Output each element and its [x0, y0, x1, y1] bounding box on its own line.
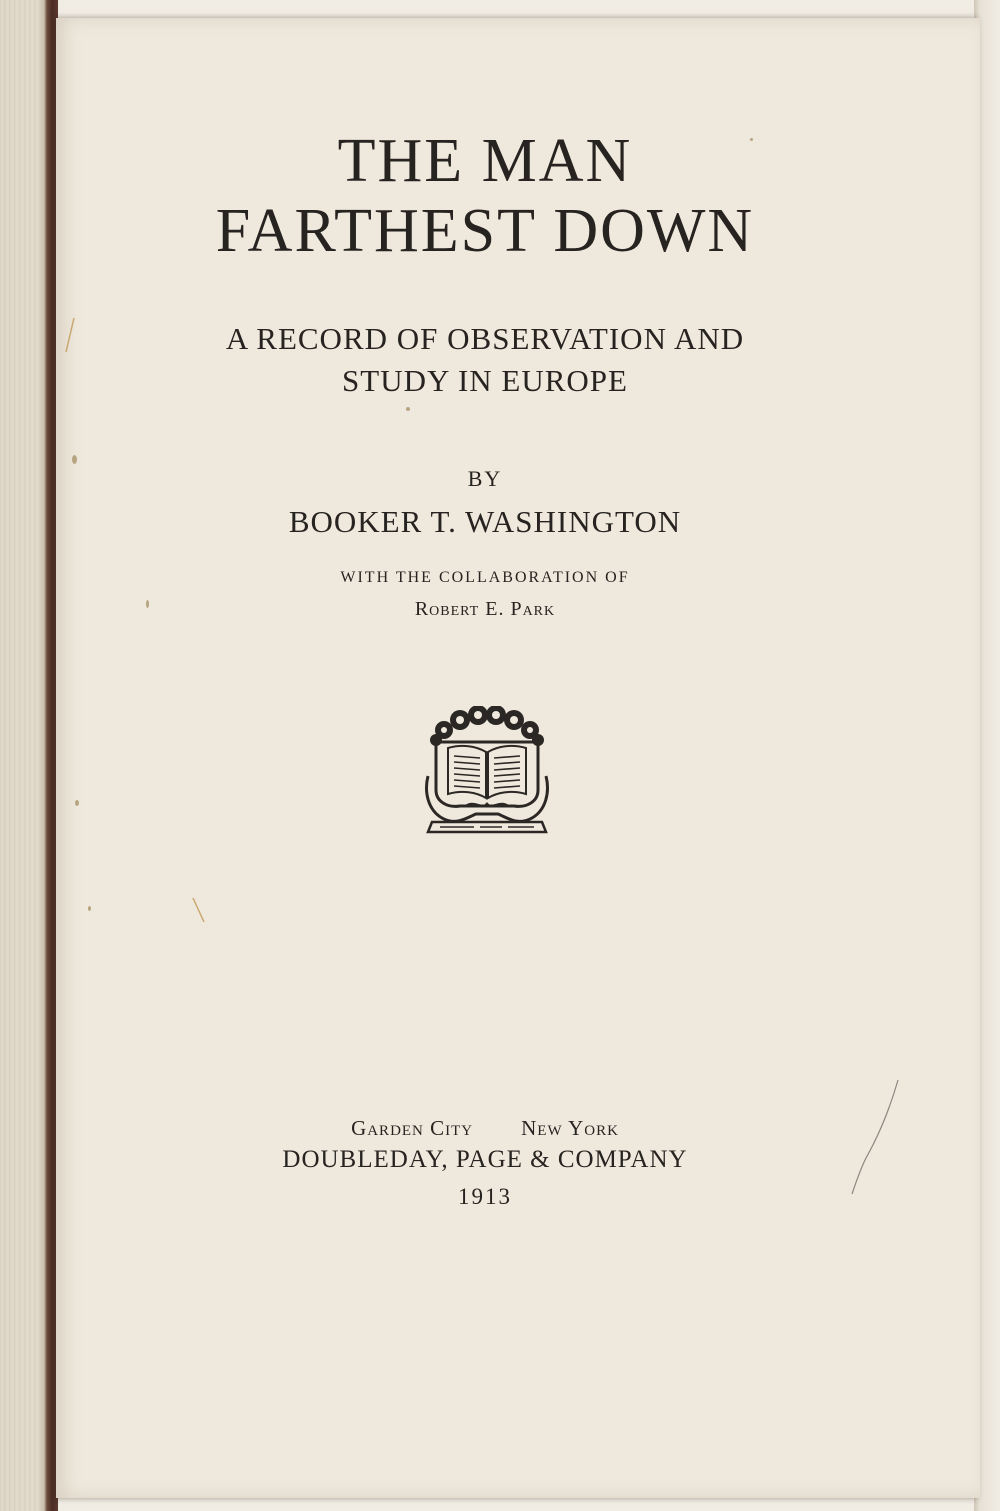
collaboration-note: WITH THE COLLABORATION OF [340, 569, 630, 586]
book-subtitle [0, 318, 970, 402]
foxing-speck [75, 800, 79, 806]
book-title [0, 126, 970, 266]
publisher-name: DOUBLEDAY, PAGE & COMPANY [282, 1146, 688, 1173]
city-garden-city: Garden City [351, 1116, 474, 1140]
by-line: BY [467, 466, 503, 491]
publication-year: 1913 [458, 1184, 512, 1209]
foxing-speck [406, 407, 410, 411]
title-line-1: THE MAN [337, 127, 633, 195]
subtitle-line-2: STUDY IN EUROPE [342, 363, 628, 398]
city-new-york: New York [521, 1116, 619, 1140]
foxing-speck [88, 906, 91, 911]
subtitle-line-1: A RECORD OF OBSERVATION AND [225, 321, 745, 356]
publication-place [0, 1116, 970, 1141]
title-line-2: FARTHEST DOWN [215, 197, 755, 265]
foxing-speck [72, 455, 77, 464]
pencil-mark [190, 896, 210, 926]
collaborator-name: Robert E. Park [414, 598, 556, 620]
author-name: BOOKER T. WASHINGTON [288, 504, 682, 539]
publishers-device-open-book-icon [422, 706, 552, 840]
